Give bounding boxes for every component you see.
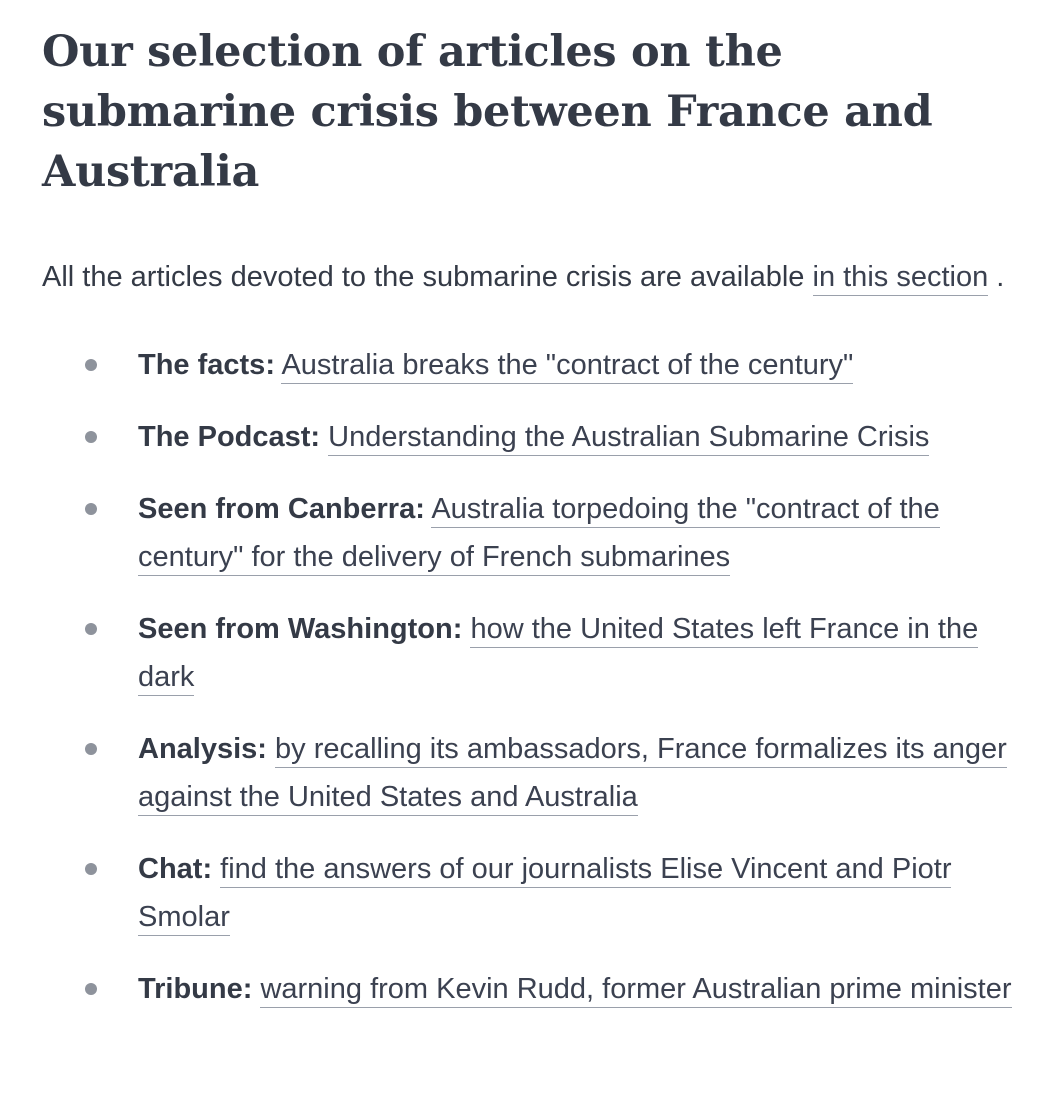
bullet-icon <box>85 431 97 443</box>
intro-paragraph <box>42 253 1032 301</box>
bullet-icon <box>85 503 97 515</box>
list-item <box>42 605 1032 701</box>
item-label: The Podcast: <box>138 421 321 453</box>
bullet-icon <box>85 359 97 371</box>
bullet-icon <box>85 743 97 755</box>
item-label: Seen from Washington: <box>138 613 463 645</box>
intro-text: All the articles devoted to the submarine crisis are available <box>42 261 813 293</box>
item-label: The facts: <box>138 349 275 381</box>
article-list <box>42 341 1032 1013</box>
bullet-icon <box>85 983 97 995</box>
article-link[interactable]: find the answers of our journalists Elise Vincent and Piotr Smolar <box>138 853 951 936</box>
list-item <box>42 725 1032 821</box>
article-section <box>42 22 1032 1037</box>
article-link[interactable]: warning from Kevin Rudd, former Australian prime minister <box>260 973 1011 1008</box>
list-item <box>42 485 1032 581</box>
item-label: Seen from Canberra: <box>138 493 425 525</box>
list-item <box>42 845 1032 941</box>
section-link[interactable]: in this section <box>813 261 989 296</box>
article-link[interactable]: Australia torpedoing the "contract of the century" for the delivery of French submarines <box>138 493 940 576</box>
bullet-icon <box>85 863 97 875</box>
section-heading: Our selection of articles on the submarine crisis between France and Australia <box>42 27 933 197</box>
item-label: Tribune: <box>138 973 253 1005</box>
list-item <box>42 413 1032 461</box>
bullet-icon <box>85 623 97 635</box>
article-link[interactable]: Understanding the Australian Submarine Crisis <box>328 421 929 456</box>
article-link[interactable]: Australia breaks the "contract of the century" <box>281 349 853 384</box>
list-item <box>42 965 1032 1013</box>
item-label: Analysis: <box>138 733 267 765</box>
article-link[interactable]: by recalling its ambassadors, France formalizes its anger against the United States and Australia <box>138 733 1007 816</box>
item-label: Chat: <box>138 853 213 885</box>
article-link[interactable]: how the United States left France in the dark <box>138 613 978 696</box>
list-item <box>42 341 1032 389</box>
intro-suffix: . <box>988 261 1005 293</box>
